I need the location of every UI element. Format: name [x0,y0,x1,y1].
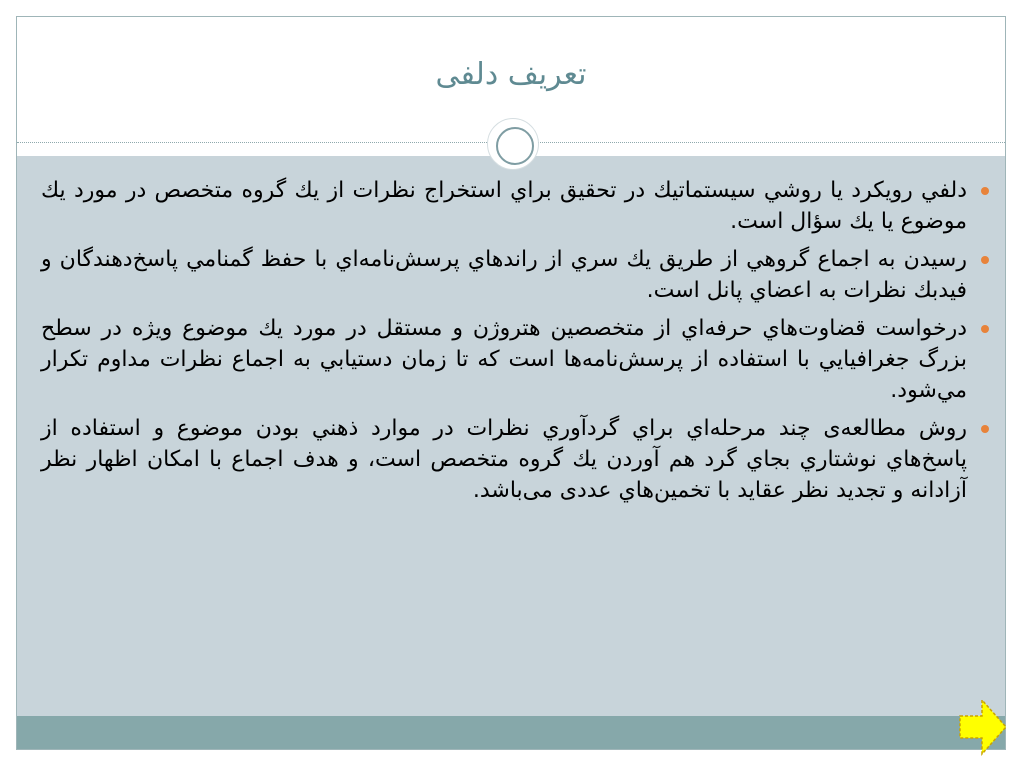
list-item [41,413,993,506]
list-item [41,175,993,237]
bullet-text: درخواست قضاوت‌هاي حرفه‌اي از متخصصين هتروژن و مستقل در مورد يك موضوع ويژه در سطح بزرگ جغرافيايي با استفاده از پرسش‌نامه‌ها است كه تا زمان دستيابي به اجماع نظرات مداوم تكرار مي‌شود. [41,316,967,403]
next-arrow-icon[interactable] [956,696,1008,758]
ornament-ring [496,127,534,165]
list-item [41,244,993,306]
footer-band [17,716,1005,750]
bullet-text: رسيدن به اجماع گروهي از طريق يك سري از راندهاي پرسش‌نامه‌اي با حفظ گمنامي پاسخ‌دهندگان و فيدبك نظرات به اعضاي پانل است. [41,247,967,303]
bullet-text: دلفي رويكرد يا روشي سيستماتيك در تحقيق براي استخراج نظرات از يك گروه متخصص در مورد يك موضوع يا يك سؤال است. [41,178,967,234]
bullet-dot-icon [981,187,989,195]
slide-title: تعريف دلفی [435,57,587,92]
list-item [41,313,993,406]
bullet-text: روش مطالعه‌ی چند مرحله‌اي براي گردآوري نظرات در موارد ذهني بودن موضوع و استفاده از پاسخ‌هاي نوشتاري بجاي گرد هم آوردن يك گروه متخصص است، و هدف اجماع با امكان اظهار نظر آزادانه و تجديد نظر عقايد با تخمين‌هاي عددی می‌باشد. [41,416,967,503]
slide-frame [16,16,1006,750]
bullet-dot-icon [981,425,989,433]
bullet-dot-icon [981,325,989,333]
bullet-dot-icon [981,256,989,264]
circle-ornament-icon [487,118,539,170]
bullet-list [41,175,993,513]
